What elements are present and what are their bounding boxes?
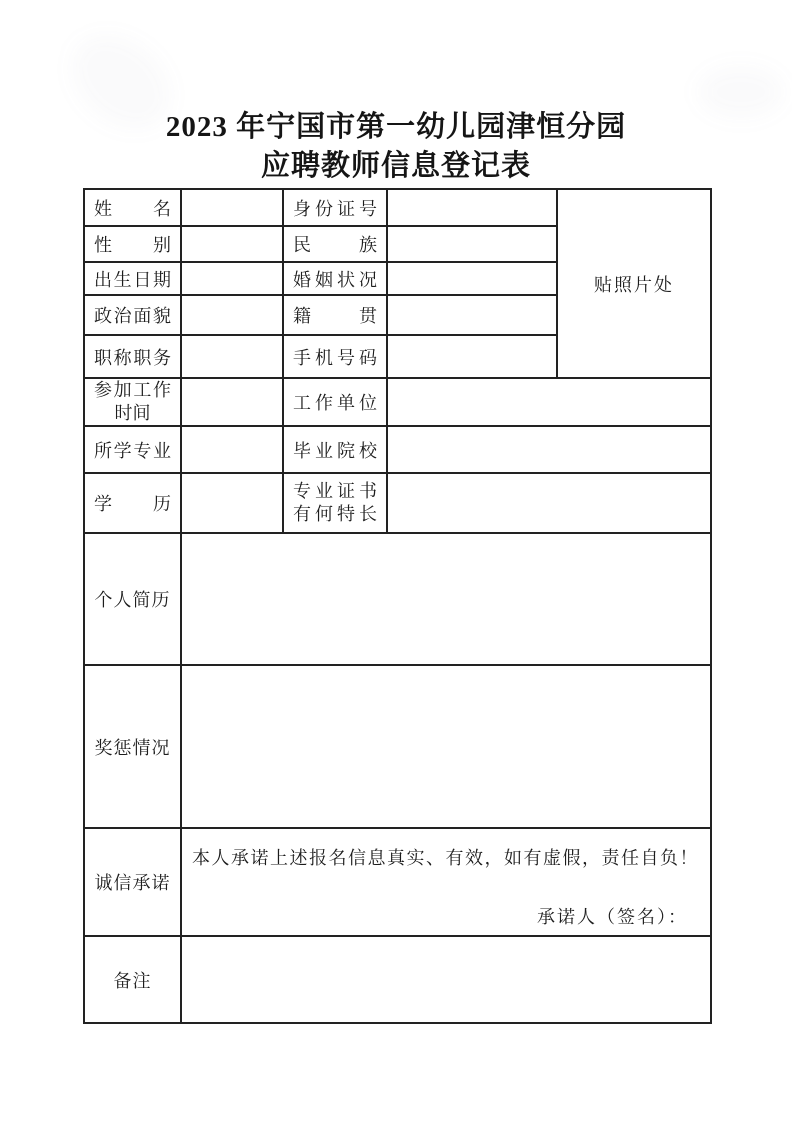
- form-title-line1: 2023 年宁国市第一幼儿园津恒分园: [165, 111, 627, 143]
- integrity-pledge-content: [181, 828, 711, 936]
- political-status-value: [181, 295, 283, 335]
- table-row: [84, 936, 711, 1023]
- native-place-value: [387, 295, 557, 335]
- registration-form-table: [83, 188, 712, 1024]
- marital-status-label: 婚姻状况: [283, 262, 387, 295]
- graduate-school-label: 毕业院校: [283, 426, 387, 473]
- ethnicity-label: 民 族: [283, 226, 387, 262]
- remarks-value: [181, 936, 711, 1023]
- id-number-value: [387, 189, 557, 226]
- birth-date-value: [181, 262, 283, 295]
- education-label: 学 历: [84, 473, 181, 533]
- table-row: [84, 665, 711, 828]
- gender-label: 性 别: [84, 226, 181, 262]
- table-row: [84, 533, 711, 665]
- title-position-label: 职称职务: [84, 335, 181, 378]
- major-label: 所学专业: [84, 426, 181, 473]
- name-label: 姓 名: [84, 189, 181, 226]
- ethnicity-value: [387, 226, 557, 262]
- table-row: [84, 378, 711, 426]
- name-value: [181, 189, 283, 226]
- certificate-value: [387, 473, 711, 533]
- work-start-label: 参加工作 时间: [84, 378, 181, 426]
- integrity-pledge-label: 诚信承诺: [84, 828, 181, 936]
- remarks-label: 备注: [84, 936, 181, 1023]
- marital-status-value: [387, 262, 557, 295]
- pledge-statement: 本人承诺上述报名信息真实、有效，如有虚假，责任自负！: [192, 847, 699, 868]
- work-unit-label: 工作单位: [283, 378, 387, 426]
- rewards-punishments-label: 奖惩情况: [84, 665, 181, 828]
- table-row: [84, 473, 711, 533]
- certificate-label: 专业证书 有何特长: [283, 473, 387, 533]
- gender-value: [181, 226, 283, 262]
- political-status-label: 政治面貌: [84, 295, 181, 335]
- native-place-label: 籍 贯: [283, 295, 387, 335]
- table-row: [84, 828, 711, 936]
- resume-label: 个人简历: [84, 533, 181, 665]
- photo-area-cell: [557, 189, 711, 378]
- education-value: [181, 473, 283, 533]
- work-unit-value: [387, 378, 711, 426]
- rewards-punishments-value: [181, 665, 711, 828]
- major-value: [181, 426, 283, 473]
- resume-value: [181, 533, 711, 665]
- phone-number-label: 手机号码: [283, 335, 387, 378]
- phone-number-value: [387, 335, 557, 378]
- pledge-signature-line: 承诺人（签名）：: [537, 906, 688, 927]
- photo-area-label: 贴照片处: [594, 274, 674, 295]
- table-row: [84, 426, 711, 473]
- table-row: [84, 189, 711, 226]
- graduate-school-value: [387, 426, 711, 473]
- work-start-value: [181, 378, 283, 426]
- form-title: [0, 108, 792, 186]
- title-position-value: [181, 335, 283, 378]
- birth-date-label: 出生日期: [84, 262, 181, 295]
- form-title-line2: 应聘教师信息登记表: [260, 150, 531, 182]
- id-number-label: 身份证号: [283, 189, 387, 226]
